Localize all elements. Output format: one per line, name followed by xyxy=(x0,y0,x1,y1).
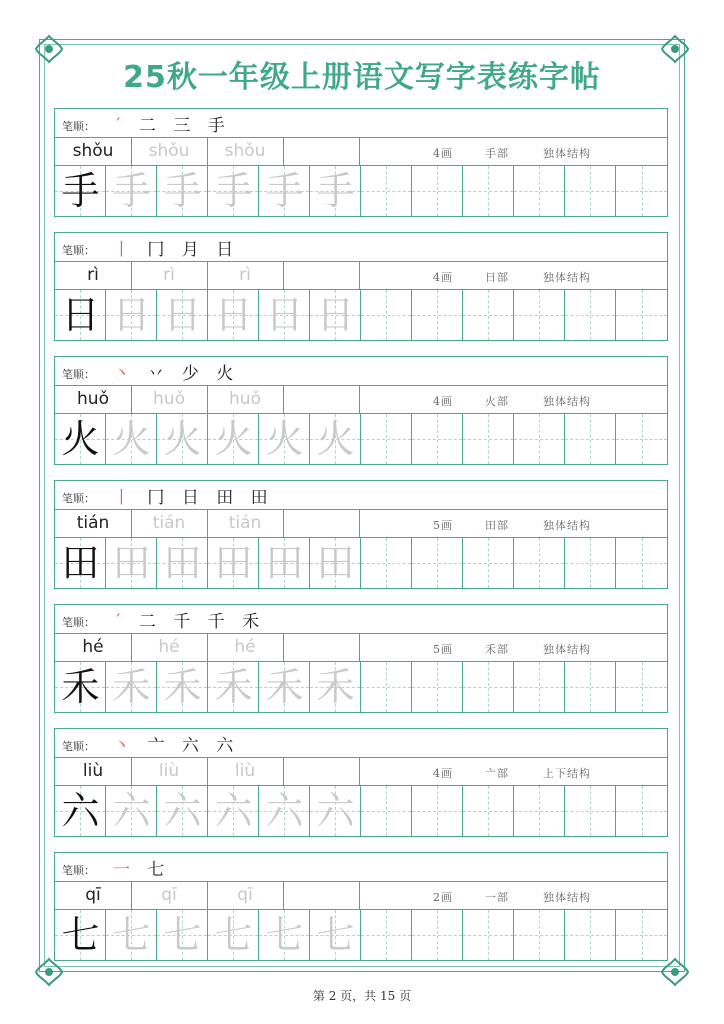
pinyin-row xyxy=(54,262,668,290)
trace-char: 火 xyxy=(163,417,202,461)
grid-cell xyxy=(208,538,259,588)
pinyin-trace: tián xyxy=(152,513,186,533)
char-block xyxy=(54,852,668,965)
trace-char: 七 xyxy=(112,913,151,957)
stroke-sequence: ˊ 二 三 手 xyxy=(113,116,231,136)
grid-cell xyxy=(106,910,157,960)
model-char: 六 xyxy=(61,789,100,833)
structure: 独体结构 xyxy=(543,519,591,532)
grid-cell[interactable] xyxy=(361,414,412,464)
grid-cell[interactable] xyxy=(616,414,667,464)
model-char: 禾 xyxy=(61,665,100,709)
grid-cell[interactable] xyxy=(463,538,514,588)
pinyin-divider xyxy=(359,634,360,661)
pinyin-divider xyxy=(283,138,284,165)
trace-char: 六 xyxy=(163,789,202,833)
pinyin-row xyxy=(54,386,668,414)
grid-cell[interactable] xyxy=(361,662,412,712)
trace-char: 田 xyxy=(112,541,151,585)
grid-cell xyxy=(106,786,157,836)
trace-char: 日 xyxy=(112,293,151,337)
pinyin-divider xyxy=(207,138,208,165)
pinyin-divider xyxy=(131,386,132,413)
radical: 田部 xyxy=(485,519,509,532)
pinyin-row xyxy=(54,138,668,166)
trace-char: 禾 xyxy=(316,665,355,709)
pinyin-divider xyxy=(207,510,208,537)
model-char: 日 xyxy=(61,293,100,337)
stroke-order-label: 笔顺： xyxy=(62,244,95,257)
grid-cell xyxy=(310,290,361,340)
stroke-order-label: 笔顺： xyxy=(62,864,95,877)
stroke-count: 4画 xyxy=(433,395,453,408)
pinyin-divider xyxy=(207,758,208,785)
trace-char: 七 xyxy=(163,913,202,957)
grid-cell xyxy=(55,786,106,836)
model-char: 七 xyxy=(61,913,100,957)
grid-cell xyxy=(208,786,259,836)
grid-cell xyxy=(106,538,157,588)
trace-char: 六 xyxy=(265,789,304,833)
stroke-sequence: 丨 冂 日 田 田 xyxy=(113,488,274,508)
radical: 一部 xyxy=(485,891,509,904)
grid-cell[interactable] xyxy=(412,662,463,712)
writing-grid xyxy=(54,662,668,713)
stroke-count: 5画 xyxy=(433,643,453,656)
pinyin-trace: tián xyxy=(228,513,262,533)
grid-cell xyxy=(55,910,106,960)
grid-cell[interactable] xyxy=(565,166,616,216)
pinyin-divider xyxy=(283,882,284,909)
pinyin: tián xyxy=(76,513,110,533)
pinyin-divider xyxy=(359,882,360,909)
grid-cell[interactable] xyxy=(412,538,463,588)
trace-char: 六 xyxy=(316,789,355,833)
pinyin-divider xyxy=(359,138,360,165)
grid-cell[interactable] xyxy=(616,910,667,960)
pinyin-trace: hé xyxy=(234,637,256,657)
writing-grid xyxy=(54,538,668,589)
pinyin-row xyxy=(54,882,668,910)
stroke-order-row xyxy=(54,356,668,386)
grid-cell[interactable] xyxy=(412,786,463,836)
trace-char: 六 xyxy=(214,789,253,833)
grid-cell[interactable] xyxy=(565,910,616,960)
grid-cell xyxy=(55,662,106,712)
trace-char: 手 xyxy=(265,169,304,213)
stroke-order-label: 笔顺： xyxy=(62,740,95,753)
grid-cell xyxy=(259,414,310,464)
stroke-order-row xyxy=(54,604,668,634)
structure: 独体结构 xyxy=(543,891,591,904)
trace-char: 七 xyxy=(214,913,253,957)
trace-char: 手 xyxy=(316,169,355,213)
grid-cell xyxy=(157,910,208,960)
stroke-sequence: 丨 冂 月 日 xyxy=(113,240,240,260)
trace-char: 六 xyxy=(112,789,151,833)
grid-cell[interactable] xyxy=(565,538,616,588)
page-footer: 第 2 页，共 15 页 xyxy=(312,989,412,1003)
radical: 火部 xyxy=(485,395,509,408)
pinyin-trace: liù xyxy=(158,761,180,781)
grid-cell[interactable] xyxy=(616,662,667,712)
radical: 日部 xyxy=(485,271,509,284)
grid-cell[interactable] xyxy=(463,910,514,960)
grid-cell xyxy=(208,166,259,216)
grid-cell[interactable] xyxy=(412,290,463,340)
grid-cell xyxy=(55,414,106,464)
grid-cell xyxy=(310,538,361,588)
trace-char: 火 xyxy=(265,417,304,461)
grid-cell xyxy=(208,662,259,712)
pinyin-divider xyxy=(359,510,360,537)
pinyin-trace: rì xyxy=(163,265,175,285)
pinyin-trace: qī xyxy=(237,885,253,905)
grid-cell[interactable] xyxy=(514,414,565,464)
model-char: 火 xyxy=(61,417,100,461)
pinyin: huǒ xyxy=(77,389,109,409)
pinyin-divider xyxy=(131,138,132,165)
stroke-sequence: 丶 丷 少 火 xyxy=(113,364,240,384)
writing-grid xyxy=(54,166,668,217)
grid-cell xyxy=(106,414,157,464)
grid-cell[interactable] xyxy=(463,290,514,340)
trace-char: 田 xyxy=(265,541,304,585)
pinyin-trace: liù xyxy=(234,761,256,781)
radical: 手部 xyxy=(485,147,509,160)
grid-cell xyxy=(259,786,310,836)
grid-cell[interactable] xyxy=(412,166,463,216)
pinyin-trace: shǒu xyxy=(148,141,190,161)
trace-char: 禾 xyxy=(265,665,304,709)
char-block xyxy=(54,480,668,593)
pinyin-row xyxy=(54,758,668,786)
grid-cell xyxy=(157,414,208,464)
writing-grid xyxy=(54,910,668,961)
grid-cell[interactable] xyxy=(616,786,667,836)
pinyin: shǒu xyxy=(72,141,114,161)
stroke-order-row xyxy=(54,480,668,510)
grid-cell xyxy=(55,290,106,340)
grid-cell[interactable] xyxy=(463,414,514,464)
trace-char: 田 xyxy=(316,541,355,585)
grid-cell[interactable] xyxy=(565,786,616,836)
stroke-count: 4画 xyxy=(433,271,453,284)
grid-cell[interactable] xyxy=(514,290,565,340)
pinyin-divider xyxy=(359,386,360,413)
grid-cell xyxy=(259,910,310,960)
grid-cell[interactable] xyxy=(514,662,565,712)
trace-char: 日 xyxy=(214,293,253,337)
pinyin-divider xyxy=(283,386,284,413)
grid-cell[interactable] xyxy=(412,910,463,960)
pinyin-divider xyxy=(283,758,284,785)
writing-grid xyxy=(54,290,668,341)
pinyin: liù xyxy=(82,761,104,781)
pinyin-divider xyxy=(283,262,284,289)
stroke-sequence: 丶 亠 六 六 xyxy=(113,736,240,756)
pinyin-trace: rì xyxy=(239,265,251,285)
pinyin-trace: huǒ xyxy=(229,389,261,409)
grid-cell[interactable] xyxy=(616,290,667,340)
grid-cell xyxy=(157,166,208,216)
trace-char: 火 xyxy=(214,417,253,461)
grid-cell[interactable] xyxy=(361,538,412,588)
char-block xyxy=(54,604,668,717)
grid-cell[interactable] xyxy=(565,662,616,712)
pinyin-divider xyxy=(359,262,360,289)
writing-grid xyxy=(54,786,668,837)
trace-char: 手 xyxy=(214,169,253,213)
structure: 独体结构 xyxy=(543,271,591,284)
grid-cell xyxy=(55,538,106,588)
pinyin-trace: qī xyxy=(161,885,177,905)
char-block xyxy=(54,728,668,841)
stroke-sequence: ˊ 二 千 千 禾 xyxy=(113,612,266,632)
grid-cell xyxy=(106,662,157,712)
grid-cell xyxy=(106,166,157,216)
grid-cell xyxy=(157,662,208,712)
grid-cell xyxy=(259,662,310,712)
grid-cell[interactable] xyxy=(361,910,412,960)
grid-cell[interactable] xyxy=(361,166,412,216)
grid-cell[interactable] xyxy=(361,290,412,340)
pinyin-trace: huǒ xyxy=(153,389,185,409)
stroke-count: 2画 xyxy=(433,891,453,904)
stroke-order-label: 笔顺： xyxy=(62,616,95,629)
grid-cell xyxy=(259,538,310,588)
char-block xyxy=(54,356,668,469)
stroke-order-label: 笔顺： xyxy=(62,120,95,133)
trace-char: 手 xyxy=(163,169,202,213)
radical: 禾部 xyxy=(485,643,509,656)
grid-cell xyxy=(208,414,259,464)
grid-cell xyxy=(55,166,106,216)
grid-cell[interactable] xyxy=(361,786,412,836)
grid-cell[interactable] xyxy=(514,786,565,836)
grid-cell[interactable] xyxy=(463,786,514,836)
stroke-count: 5画 xyxy=(433,519,453,532)
grid-cell[interactable] xyxy=(616,538,667,588)
grid-cell xyxy=(157,538,208,588)
trace-char: 禾 xyxy=(214,665,253,709)
grid-cell[interactable] xyxy=(514,538,565,588)
pinyin-divider xyxy=(131,634,132,661)
grid-cell xyxy=(157,786,208,836)
structure: 上下结构 xyxy=(543,767,591,780)
trace-char: 七 xyxy=(265,913,304,957)
grid-cell xyxy=(310,910,361,960)
trace-char: 火 xyxy=(112,417,151,461)
grid-cell[interactable] xyxy=(463,166,514,216)
grid-cell xyxy=(157,290,208,340)
pinyin-divider xyxy=(131,510,132,537)
stroke-count: 4画 xyxy=(433,767,453,780)
pinyin-divider xyxy=(359,758,360,785)
pinyin-divider xyxy=(207,634,208,661)
stroke-order-row xyxy=(54,728,668,758)
structure: 独体结构 xyxy=(543,395,591,408)
pinyin-divider xyxy=(131,758,132,785)
stroke-order-row xyxy=(54,108,668,138)
trace-char: 日 xyxy=(163,293,202,337)
trace-char: 七 xyxy=(316,913,355,957)
grid-cell xyxy=(310,414,361,464)
structure: 独体结构 xyxy=(543,147,591,160)
stroke-sequence: 一 七 xyxy=(113,860,171,880)
trace-char: 田 xyxy=(214,541,253,585)
stroke-order-label: 笔顺： xyxy=(62,492,95,505)
trace-char: 火 xyxy=(316,417,355,461)
grid-cell xyxy=(310,786,361,836)
grid-cell[interactable] xyxy=(565,290,616,340)
char-block xyxy=(54,108,668,221)
stroke-count: 4画 xyxy=(433,147,453,160)
pinyin-divider xyxy=(207,262,208,289)
pinyin-trace: shǒu xyxy=(224,141,266,161)
grid-cell[interactable] xyxy=(514,910,565,960)
pinyin-divider xyxy=(283,634,284,661)
trace-char: 禾 xyxy=(163,665,202,709)
pinyin-divider xyxy=(207,882,208,909)
grid-cell[interactable] xyxy=(463,662,514,712)
pinyin-divider xyxy=(283,510,284,537)
grid-cell xyxy=(259,166,310,216)
trace-char: 日 xyxy=(265,293,304,337)
grid-cell[interactable] xyxy=(616,166,667,216)
pinyin-divider xyxy=(131,882,132,909)
pinyin: rì xyxy=(87,265,99,285)
stroke-order-row xyxy=(54,232,668,262)
structure: 独体结构 xyxy=(543,643,591,656)
radical: 亠部 xyxy=(485,767,509,780)
pinyin: qī xyxy=(85,885,101,905)
trace-char: 手 xyxy=(112,169,151,213)
pinyin-row xyxy=(54,510,668,538)
model-char: 手 xyxy=(61,169,100,213)
grid-cell xyxy=(106,290,157,340)
stroke-order-label: 笔顺： xyxy=(62,368,95,381)
pinyin-divider xyxy=(131,262,132,289)
char-block xyxy=(54,232,668,345)
grid-cell xyxy=(208,290,259,340)
pinyin-divider xyxy=(207,386,208,413)
grid-cell xyxy=(259,290,310,340)
grid-cell xyxy=(310,166,361,216)
pinyin: hé xyxy=(82,637,104,657)
pinyin-row xyxy=(54,634,668,662)
grid-cell[interactable] xyxy=(514,166,565,216)
grid-cell xyxy=(208,910,259,960)
model-char: 田 xyxy=(61,541,100,585)
grid-cell xyxy=(310,662,361,712)
writing-grid xyxy=(54,414,668,465)
pinyin-trace: hé xyxy=(158,637,180,657)
page-title: 25秋一年级上册语文写字表练字帖 xyxy=(123,60,601,95)
grid-cell[interactable] xyxy=(565,414,616,464)
grid-cell[interactable] xyxy=(412,414,463,464)
stroke-order-row xyxy=(54,852,668,882)
trace-char: 日 xyxy=(316,293,355,337)
trace-char: 禾 xyxy=(112,665,151,709)
trace-char: 田 xyxy=(163,541,202,585)
